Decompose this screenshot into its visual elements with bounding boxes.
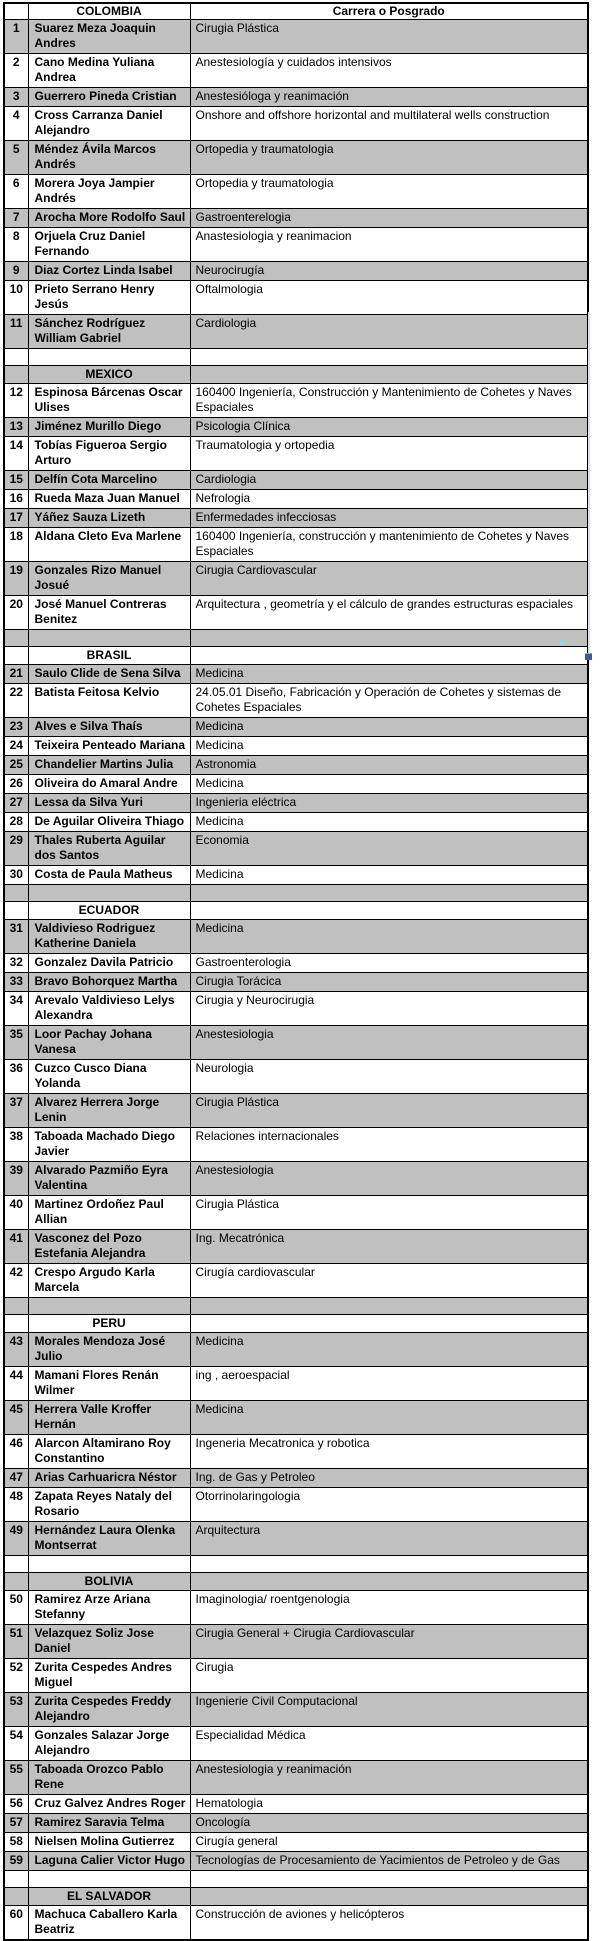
table-row xyxy=(4,418,588,437)
row-number-cell: 43 xyxy=(4,1333,28,1367)
row-number-cell: 55 xyxy=(4,1761,28,1795)
row-number-cell: 24 xyxy=(4,737,28,756)
row-number-cell: 30 xyxy=(4,866,28,885)
career-cell xyxy=(190,1298,588,1315)
table-row xyxy=(4,1264,588,1298)
row-number-cell xyxy=(4,1573,28,1591)
career-cell: Neurologia xyxy=(190,1060,588,1094)
table-row xyxy=(4,1333,588,1367)
row-number-cell xyxy=(4,1888,28,1906)
name-cell xyxy=(28,885,190,902)
name-cell: Morera Joya Jampier Andrés xyxy=(28,175,190,209)
table-row xyxy=(4,794,588,813)
table-row xyxy=(4,54,588,88)
table-row xyxy=(4,1094,588,1128)
name-cell: Oliveira do Amaral Andre xyxy=(28,775,190,794)
career-cell: Anestesiologia xyxy=(190,1162,588,1196)
name-cell: De Aguilar Oliveira Thiago xyxy=(28,813,190,832)
table-row xyxy=(4,665,588,684)
name-cell: Alvarado Pazmiño Eyra Valentina xyxy=(28,1162,190,1196)
row-number-cell: 15 xyxy=(4,471,28,490)
table-row xyxy=(4,1162,588,1196)
career-cell: ing , aeroespacial xyxy=(190,1367,588,1401)
country-section-row xyxy=(4,902,588,920)
row-number-cell: 3 xyxy=(4,88,28,107)
name-cell: Velazquez Soliz Jose Daniel xyxy=(28,1625,190,1659)
row-number-cell xyxy=(4,902,28,920)
name-cell: Mamani Flores Renán Wilmer xyxy=(28,1367,190,1401)
name-cell: Cano Medina Yuliana Andrea xyxy=(28,54,190,88)
career-cell: Medicina xyxy=(190,1401,588,1435)
row-number-cell xyxy=(4,1298,28,1315)
table-row xyxy=(4,1693,588,1727)
row-number-cell: 9 xyxy=(4,262,28,281)
row-number-cell: 41 xyxy=(4,1230,28,1264)
career-cell: Anestesiología y cuidados intensivos xyxy=(190,54,588,88)
header-number-cell xyxy=(4,3,28,20)
career-cell: Ingenieria eléctrica xyxy=(190,794,588,813)
name-cell: Bravo Bohorquez Martha xyxy=(28,973,190,992)
country-title-cell: ECUADOR xyxy=(28,902,190,920)
table-row xyxy=(4,973,588,992)
career-cell: Ing. de Gas y Petroleo xyxy=(190,1469,588,1488)
table-row xyxy=(4,1469,588,1488)
name-cell: Delfín Cota Marcelino xyxy=(28,471,190,490)
career-cell: Nefrologia xyxy=(190,490,588,509)
row-number-cell: 4 xyxy=(4,107,28,141)
row-number-cell: 5 xyxy=(4,141,28,175)
name-cell: Ramirez Arze Ariana Stefanny xyxy=(28,1591,190,1625)
career-cell: Medicina xyxy=(190,866,588,885)
table-row xyxy=(4,1367,588,1401)
career-cell: Cirugia Torácica xyxy=(190,973,588,992)
name-cell: Thales Ruberta Aguilar dos Santos xyxy=(28,832,190,866)
table-row xyxy=(4,1522,588,1556)
career-cell: Relaciones internacionales xyxy=(190,1128,588,1162)
table-row xyxy=(4,1488,588,1522)
country-section-row xyxy=(4,1573,588,1591)
blank-row xyxy=(4,1556,588,1573)
table-row xyxy=(4,756,588,775)
career-cell: Psicologia Clínica xyxy=(190,418,588,437)
name-cell: Méndez Ávila Marcos Andrés xyxy=(28,141,190,175)
row-number-cell: 51 xyxy=(4,1625,28,1659)
row-number-cell: 13 xyxy=(4,418,28,437)
row-number-cell: 23 xyxy=(4,718,28,737)
name-cell: Zapata Reyes Nataly del Rosario xyxy=(28,1488,190,1522)
career-cell: Astronomia xyxy=(190,756,588,775)
table-row xyxy=(4,384,588,418)
row-number-cell: 39 xyxy=(4,1162,28,1196)
career-cell: Otorrinolaringologia xyxy=(190,1488,588,1522)
row-number-cell: 45 xyxy=(4,1401,28,1435)
career-cell: Cirugia Cardiovascular xyxy=(190,562,588,596)
name-cell xyxy=(28,1298,190,1315)
name-cell: Taboada Machado Diego Javier xyxy=(28,1128,190,1162)
header-career-cell: Carrera o Posgrado xyxy=(190,3,588,20)
career-cell: Cirugía general xyxy=(190,1833,588,1852)
name-cell: José Manuel Contreras Benitez xyxy=(28,596,190,630)
career-cell xyxy=(190,1315,588,1333)
name-cell: Prieto Serrano Henry Jesús xyxy=(28,281,190,315)
name-cell: Tobías Figueroa Sergio Arturo xyxy=(28,437,190,471)
row-number-cell: 48 xyxy=(4,1488,28,1522)
name-cell: Laguna Calier Victor Hugo xyxy=(28,1852,190,1871)
table-row xyxy=(4,775,588,794)
career-cell: Ortopedia y traumatologia xyxy=(190,141,588,175)
career-cell: Neurocirugía xyxy=(190,262,588,281)
career-cell: Traumatologia y ortopedia xyxy=(190,437,588,471)
name-cell: Espinosa Bárcenas Oscar Ulises xyxy=(28,384,190,418)
table-row xyxy=(4,920,588,954)
career-cell: Cardiologia xyxy=(190,315,588,349)
career-cell: Tecnologías de Procesamiento de Yacimientos de Petroleo y de Gas xyxy=(190,1852,588,1871)
career-cell: Medicina xyxy=(190,920,588,954)
row-number-cell: 10 xyxy=(4,281,28,315)
career-cell: Medicina xyxy=(190,718,588,737)
name-cell: Alarcon Altamirano Roy Constantino xyxy=(28,1435,190,1469)
country-title-cell: BOLIVIA xyxy=(28,1573,190,1591)
name-cell: Zurita Cespedes Freddy Alejandro xyxy=(28,1693,190,1727)
table-row xyxy=(4,262,588,281)
table-row xyxy=(4,228,588,262)
name-cell: Rueda Maza Juan Manuel xyxy=(28,490,190,509)
country-title-cell: PERU xyxy=(28,1315,190,1333)
career-cell: 24.05.01 Diseño, Fabricación y Operación de Cohetes y sistemas de Cohetes Espaciales xyxy=(190,684,588,718)
country-title-cell: MEXICO xyxy=(28,366,190,384)
scrollbar-thumb[interactable] xyxy=(585,653,592,660)
row-number-cell xyxy=(4,885,28,902)
name-cell: Valdivieso Rodriguez Katherine Daniela xyxy=(28,920,190,954)
row-number-cell: 26 xyxy=(4,775,28,794)
career-cell: Gastroenterelogia xyxy=(190,209,588,228)
row-number-cell: 12 xyxy=(4,384,28,418)
row-number-cell: 2 xyxy=(4,54,28,88)
row-number-cell: 44 xyxy=(4,1367,28,1401)
table-row xyxy=(4,813,588,832)
row-number-cell: 22 xyxy=(4,684,28,718)
career-cell xyxy=(190,1888,588,1906)
country-section-row xyxy=(4,647,588,665)
table-row xyxy=(4,1814,588,1833)
name-cell: Alvarez Herrera Jorge Lenin xyxy=(28,1094,190,1128)
row-number-cell xyxy=(4,1315,28,1333)
country-section-row xyxy=(4,1888,588,1906)
table-row xyxy=(4,437,588,471)
name-cell: Ramirez Saravia Telma xyxy=(28,1814,190,1833)
career-cell xyxy=(190,647,588,665)
table-row xyxy=(4,1833,588,1852)
table-row xyxy=(4,1060,588,1094)
table-row xyxy=(4,1659,588,1693)
career-cell: Ortopedia y traumatologia xyxy=(190,175,588,209)
row-number-cell: 47 xyxy=(4,1469,28,1488)
career-cell: Cirugia xyxy=(190,1659,588,1693)
name-cell: Machuca Caballero Karla Beatriz xyxy=(28,1906,190,1941)
cursor-artifact xyxy=(560,641,564,645)
name-cell: Cross Carranza Daniel Alejandro xyxy=(28,107,190,141)
career-cell: Ingeneria Mecatronica y robotica xyxy=(190,1435,588,1469)
table-row xyxy=(4,992,588,1026)
table-row xyxy=(4,954,588,973)
row-number-cell: 36 xyxy=(4,1060,28,1094)
row-number-cell: 57 xyxy=(4,1814,28,1833)
name-cell: Suarez Meza Joaquin Andres xyxy=(28,20,190,54)
row-number-cell: 52 xyxy=(4,1659,28,1693)
table-header-row xyxy=(4,3,588,20)
name-cell: Guerrero Pineda Cristian xyxy=(28,88,190,107)
row-number-cell: 8 xyxy=(4,228,28,262)
row-number-cell: 14 xyxy=(4,437,28,471)
name-cell: Loor Pachay Johana Vanesa xyxy=(28,1026,190,1060)
table-row xyxy=(4,737,588,756)
row-number-cell: 18 xyxy=(4,528,28,562)
name-cell: Aldana Cleto Eva Marlene xyxy=(28,528,190,562)
career-cell: Medicina xyxy=(190,665,588,684)
career-cell xyxy=(190,1871,588,1888)
career-cell xyxy=(190,366,588,384)
table-row xyxy=(4,596,588,630)
name-cell: Teixeira Penteado Mariana xyxy=(28,737,190,756)
name-cell: Nielsen Molina Gutierrez xyxy=(28,1833,190,1852)
career-cell xyxy=(190,349,588,366)
career-cell: Imaginologia/ roentgenologia xyxy=(190,1591,588,1625)
row-number-cell: 16 xyxy=(4,490,28,509)
row-number-cell: 60 xyxy=(4,1906,28,1941)
table-row xyxy=(4,528,588,562)
row-number-cell: 28 xyxy=(4,813,28,832)
name-cell xyxy=(28,349,190,366)
row-number-cell: 58 xyxy=(4,1833,28,1852)
country-section-row xyxy=(4,366,588,384)
row-number-cell: 20 xyxy=(4,596,28,630)
table-row xyxy=(4,509,588,528)
table-row xyxy=(4,562,588,596)
table-row xyxy=(4,471,588,490)
career-cell: Construcción de aviones y helicópteros xyxy=(190,1906,588,1941)
name-cell xyxy=(28,1871,190,1888)
career-cell: Hematologia xyxy=(190,1795,588,1814)
row-number-cell: 49 xyxy=(4,1522,28,1556)
table-row xyxy=(4,1591,588,1625)
career-cell: Anastesiologia y reanimacion xyxy=(190,228,588,262)
table-row xyxy=(4,1727,588,1761)
table-row xyxy=(4,1625,588,1659)
name-cell xyxy=(28,630,190,647)
row-number-cell: 19 xyxy=(4,562,28,596)
career-cell xyxy=(190,1556,588,1573)
name-cell: Diaz Cortez Linda Isabel xyxy=(28,262,190,281)
career-cell: 160400 Ingeniería, Construcción y Mantenimiento de Cohetes y Naves Espaciales xyxy=(190,384,588,418)
table-row xyxy=(4,315,588,349)
header-country-cell: COLOMBIA xyxy=(28,3,190,20)
row-number-cell: 11 xyxy=(4,315,28,349)
row-number-cell: 32 xyxy=(4,954,28,973)
table-row xyxy=(4,1906,588,1941)
career-cell: Anestesiologia xyxy=(190,1026,588,1060)
table-row xyxy=(4,175,588,209)
career-cell: Onshore and offshore horizontal and multilateral wells construction xyxy=(190,107,588,141)
row-number-cell xyxy=(4,366,28,384)
name-cell: Gonzales Rizo Manuel Josué xyxy=(28,562,190,596)
name-cell: Arias Carhuaricra Néstor xyxy=(28,1469,190,1488)
row-number-cell: 6 xyxy=(4,175,28,209)
name-cell: Sánchez Rodríguez William Gabriel xyxy=(28,315,190,349)
name-cell: Herrera Valle Kroffer Hernán xyxy=(28,1401,190,1435)
table-body xyxy=(4,20,588,1941)
career-cell: Cardiologia xyxy=(190,471,588,490)
row-number-cell: 50 xyxy=(4,1591,28,1625)
career-cell: Gastroenterologia xyxy=(190,954,588,973)
name-cell: Alves e Silva Thaís xyxy=(28,718,190,737)
career-cell: Medicina xyxy=(190,737,588,756)
row-number-cell: 56 xyxy=(4,1795,28,1814)
blank-row xyxy=(4,885,588,902)
name-cell: Hernández Laura Olenka Montserrat xyxy=(28,1522,190,1556)
row-number-cell: 53 xyxy=(4,1693,28,1727)
name-cell: Cruz Galvez Andres Roger xyxy=(28,1795,190,1814)
row-number-cell: 17 xyxy=(4,509,28,528)
name-cell: Chandelier Martins Julia xyxy=(28,756,190,775)
row-number-cell xyxy=(4,630,28,647)
career-cell: Medicina xyxy=(190,775,588,794)
name-cell: Taboada Orozco Pablo Rene xyxy=(28,1761,190,1795)
table-row xyxy=(4,1128,588,1162)
table-row xyxy=(4,866,588,885)
name-cell xyxy=(28,1556,190,1573)
name-cell: Arocha More Rodolfo Saul xyxy=(28,209,190,228)
career-cell: Anestesiologia y reanimación xyxy=(190,1761,588,1795)
name-cell: Orjuela Cruz Daniel Fernando xyxy=(28,228,190,262)
name-cell: Gonzalez Davila Patricio xyxy=(28,954,190,973)
row-number-cell xyxy=(4,647,28,665)
name-cell: Gonzales Salazar Jorge Alejandro xyxy=(28,1727,190,1761)
name-cell: Saulo Clide de Sena Silva xyxy=(28,665,190,684)
row-number-cell: 27 xyxy=(4,794,28,813)
career-cell xyxy=(190,902,588,920)
blank-row xyxy=(4,349,588,366)
career-cell: 160400 Ingeniería, construcción y mantenimiento de Cohetes y Naves Espaciales xyxy=(190,528,588,562)
table-row xyxy=(4,1761,588,1795)
row-number-cell: 37 xyxy=(4,1094,28,1128)
career-cell xyxy=(190,1573,588,1591)
career-cell: Medicina xyxy=(190,1333,588,1367)
career-cell xyxy=(190,630,588,647)
row-number-cell: 59 xyxy=(4,1852,28,1871)
career-cell: Economia xyxy=(190,832,588,866)
table-row xyxy=(4,718,588,737)
name-cell: Cuzco Cusco Diana Yolanda xyxy=(28,1060,190,1094)
table-row xyxy=(4,1795,588,1814)
students-table xyxy=(3,2,589,1941)
career-cell: Cirugia Plástica xyxy=(190,1196,588,1230)
row-number-cell: 21 xyxy=(4,665,28,684)
name-cell: Martinez Ordoñez Paul Allian xyxy=(28,1196,190,1230)
name-cell: Yáñez Sauza Lizeth xyxy=(28,509,190,528)
table-row xyxy=(4,107,588,141)
row-number-cell: 35 xyxy=(4,1026,28,1060)
row-number-cell: 31 xyxy=(4,920,28,954)
row-number-cell: 42 xyxy=(4,1264,28,1298)
row-number-cell xyxy=(4,349,28,366)
row-number-cell: 34 xyxy=(4,992,28,1026)
table-row xyxy=(4,1435,588,1469)
career-cell: Enfermedades infecciosas xyxy=(190,509,588,528)
row-number-cell: 29 xyxy=(4,832,28,866)
name-cell: Crespo Argudo Karla Marcela xyxy=(28,1264,190,1298)
name-cell: Lessa da Silva Yuri xyxy=(28,794,190,813)
table-row xyxy=(4,1852,588,1871)
table-row xyxy=(4,141,588,175)
row-number-cell: 1 xyxy=(4,20,28,54)
table-row xyxy=(4,281,588,315)
scrollbar-track xyxy=(588,312,590,660)
country-section-row xyxy=(4,1315,588,1333)
career-cell: Ing. Mecatrónica xyxy=(190,1230,588,1264)
name-cell: Costa de Paula Matheus xyxy=(28,866,190,885)
name-cell: Vasconez del Pozo Estefania Alejandra xyxy=(28,1230,190,1264)
career-cell xyxy=(190,885,588,902)
career-cell: Ingenierie Civil Computacional xyxy=(190,1693,588,1727)
career-cell: Especialidad Médica xyxy=(190,1727,588,1761)
career-cell: Anestesióloga y reanimación xyxy=(190,88,588,107)
row-number-cell xyxy=(4,1871,28,1888)
table-row xyxy=(4,88,588,107)
row-number-cell: 7 xyxy=(4,209,28,228)
table-row xyxy=(4,209,588,228)
country-title-cell: EL SALVADOR xyxy=(28,1888,190,1906)
row-number-cell: 46 xyxy=(4,1435,28,1469)
row-number-cell: 33 xyxy=(4,973,28,992)
row-number-cell: 40 xyxy=(4,1196,28,1230)
name-cell: Zurita Cespedes Andres Miguel xyxy=(28,1659,190,1693)
row-number-cell: 38 xyxy=(4,1128,28,1162)
name-cell: Batista Feitosa Kelvio xyxy=(28,684,190,718)
name-cell: Morales Mendoza José Julio xyxy=(28,1333,190,1367)
blank-row xyxy=(4,1871,588,1888)
table-row xyxy=(4,684,588,718)
blank-row xyxy=(4,1298,588,1315)
career-cell: Arquitectura xyxy=(190,1522,588,1556)
career-cell: Cirugia Plástica xyxy=(190,20,588,54)
table-row xyxy=(4,1196,588,1230)
career-cell: Oncología xyxy=(190,1814,588,1833)
table-row xyxy=(4,490,588,509)
name-cell: Arevalo Valdivieso Lelys Alexandra xyxy=(28,992,190,1026)
table-row xyxy=(4,832,588,866)
row-number-cell xyxy=(4,1556,28,1573)
career-cell: Cirugia Plástica xyxy=(190,1094,588,1128)
career-cell: Medicina xyxy=(190,813,588,832)
row-number-cell: 54 xyxy=(4,1727,28,1761)
table-row xyxy=(4,20,588,54)
row-number-cell: 25 xyxy=(4,756,28,775)
blank-row xyxy=(4,630,588,647)
table-row xyxy=(4,1230,588,1264)
career-cell: Arquitectura , geometría y el cálculo de grandes estructuras espaciales xyxy=(190,596,588,630)
table-row xyxy=(4,1026,588,1060)
career-cell: Oftalmologia xyxy=(190,281,588,315)
career-cell: Cirugia General + Cirugia Cardiovascular xyxy=(190,1625,588,1659)
career-cell: Cirugia y Neurocirugia xyxy=(190,992,588,1026)
table-row xyxy=(4,1401,588,1435)
country-title-cell: BRASIL xyxy=(28,647,190,665)
name-cell: Jiménez Murillo Diego xyxy=(28,418,190,437)
career-cell: Cirugía cardiovascular xyxy=(190,1264,588,1298)
